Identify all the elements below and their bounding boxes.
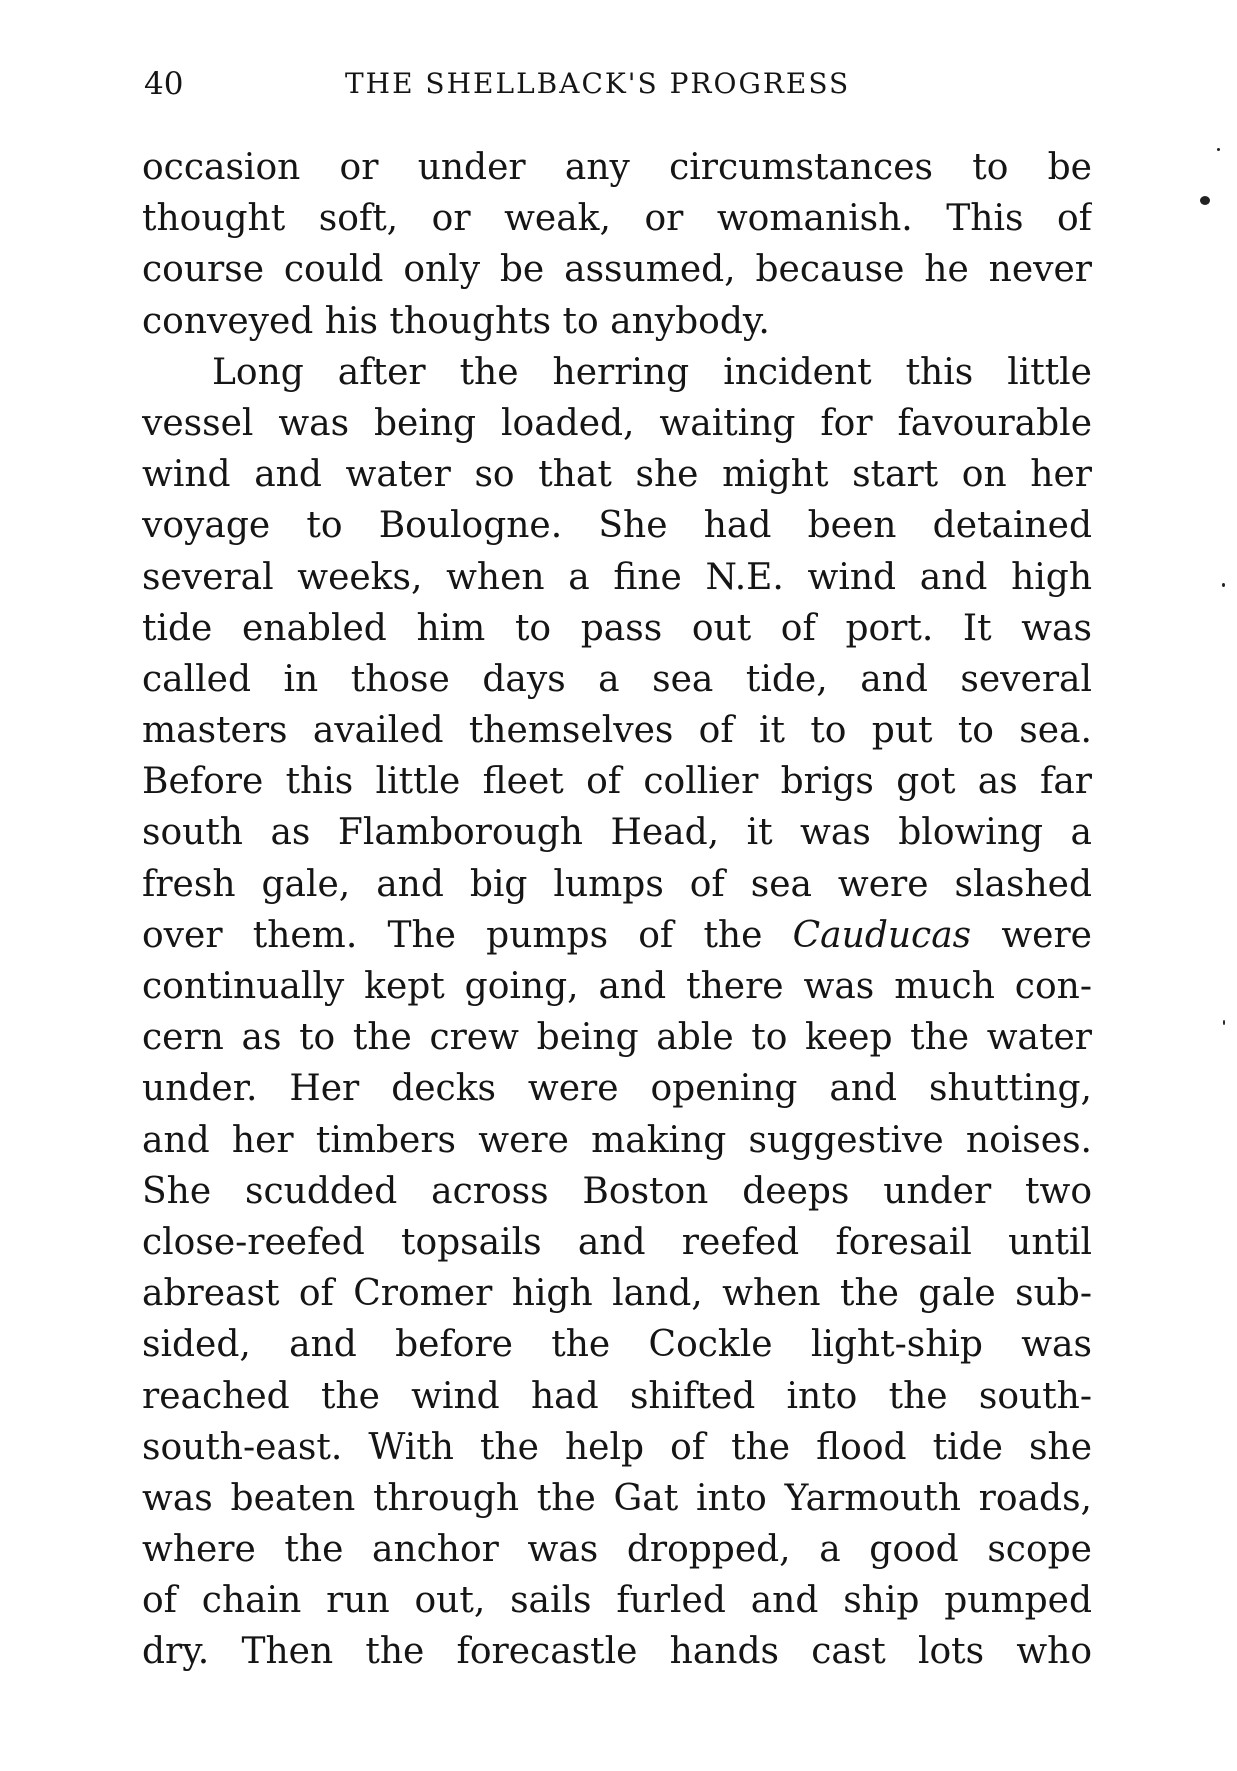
text-line: where the anchor was dropped, a good scope [142, 1529, 1092, 1571]
text-line: occasion or under any circumstances to be [142, 147, 1092, 188]
text-line-with-ship-name [142, 910, 1092, 961]
line-segment: over them. The pumps of the [142, 914, 793, 956]
ship-name: Cauducas [792, 914, 972, 956]
ink-speck [1223, 1020, 1225, 1025]
text-line: cern as to the crew being able to keep the water [142, 1017, 1092, 1059]
body-text [142, 142, 1092, 1678]
text-line: Before this little fleet of collier brigs got as far [142, 761, 1092, 803]
text-line: several weeks, when a fine N.E. wind and high [142, 556, 1092, 598]
ink-speck [1200, 196, 1210, 205]
paragraph-start-line: Long after the herring incident this little [212, 351, 1092, 393]
ink-speck [1222, 583, 1225, 587]
paragraph-end-line: conveyed his thoughts to anybody. [142, 300, 770, 342]
text-line: called in those days a sea tide, and several [142, 658, 1092, 700]
text-line: fresh gale, and big lumps of sea were slashed [142, 863, 1092, 905]
text-line: dry. Then the forecastle hands cast lots who [142, 1631, 1092, 1673]
text-line: close-reefed topsails and reefed foresail until [142, 1221, 1092, 1263]
text-line: course could only be assumed, because he never [142, 249, 1092, 291]
text-line: tide enabled him to pass out of port. It was [142, 607, 1092, 649]
text-line: thought soft, or weak, or womanish. This of [142, 198, 1092, 240]
text-line: continually kept going, and there was much con- [142, 966, 1092, 1007]
text-line: She scudded across Boston deeps under two [142, 1170, 1092, 1212]
ink-speck [1217, 148, 1220, 151]
text-line: abreast of Cromer high land, when the gale sub- [142, 1273, 1092, 1315]
text-line: was beaten through the Gat into Yarmouth roads, [142, 1477, 1092, 1519]
text-line: sided, and before the Cockle light-ship was [142, 1324, 1092, 1366]
text-line: south-east. With the help of the flood tide she [142, 1426, 1092, 1468]
text-line: reached the wind had shifted into the south- [142, 1375, 1092, 1417]
text-line: under. Her decks were opening and shutting, [142, 1068, 1092, 1110]
text-line: and her timbers were making suggestive noises. [142, 1119, 1092, 1161]
text-line: vessel was being loaded, waiting for favourable [142, 402, 1092, 444]
text-line: wind and water so that she might start on her [142, 454, 1092, 496]
running-title: THE SHELLBACK'S PROGRESS [345, 67, 851, 100]
text-line: of chain run out, sails furled and ship pumped [142, 1580, 1092, 1622]
text-line: masters availed themselves of it to put to sea. [142, 710, 1092, 752]
running-header [0, 62, 1237, 106]
text-line: voyage to Boulogne. She had been detained [142, 505, 1092, 547]
line-segment: were [971, 914, 1092, 956]
text-line: south as Flamborough Head, it was blowing a [142, 812, 1092, 854]
page-number: 40 [144, 66, 184, 102]
